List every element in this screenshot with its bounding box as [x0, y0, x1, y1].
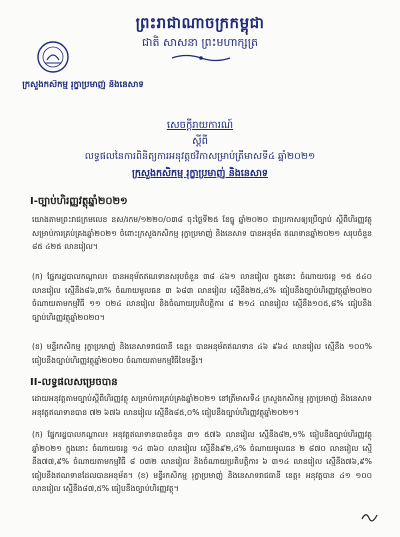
- signature-mark-icon: [360, 509, 380, 523]
- report-subject-label: ស្តីពី: [192, 136, 208, 147]
- report-ministry: ក្រសួងកសិកម្ម រុក្ខាប្រមាញ់ និងនេសាទ: [132, 168, 268, 179]
- paragraph-provincial-depts: (ខ) មន្ទីរកសិកម្ម រុក្ខាប្រមាញ់ និងនេសាទរាជធានី ខេត្ត៖ បានអនុម័តឥណទាន ៤៦ ៩៦៤ លានរៀល ស្មើនឹង ១០០% ធៀបនឹងច្បាប់ហិរញ្ញវត្ថុឆ្នាំ២០២០ ចំណាយតាមកម្មវិធីនៃមន្ទីរ។: [32, 342, 372, 365]
- kingdom-heading: ព្រះរាជាណាចក្រកម្ពុជា: [135, 14, 265, 32]
- section-heading-budget-law: I-ច្បាប់ហិរញ្ញវត្ថុឆ្នាំ២០២១: [30, 196, 128, 207]
- flourish-divider-icon: [170, 53, 232, 63]
- paragraph-results-summary: ដោយអនុវត្តតាមច្បាប់ស្តីពីហិរញ្ញវត្ថុ សម្រាប់ការគ្រប់គ្រងឆ្នាំ២០២១ នៅត្រីមាសទី៤ ក្រសួងកសិកម្ម រុក្ខាប្រមាញ់ និងនេសាទ អនុវត្តឥណទានបាន ៧២ ៦៧៦ លានរៀល ស្មើនឹង៨៥,០% ធៀបនឹងច្បាប់ហិរញ្ញវត្ថុឆ្នាំ២០២១។: [32, 394, 372, 417]
- section-heading-results: II-លទ្ធផលសម្រេចបាន: [30, 377, 118, 388]
- paragraph-budget-law: យោងតាមព្រះរាជក្រមលេខ នស/រកម/១២២០/០៣៨ ចុះថ្ងៃទី២៥ ខែធ្នូ ឆ្នាំ២០២០ ជាប្រកាសឲ្យប្រើច្បាប់ ស្តីពីហិរញ្ញវត្ថុសម្រាប់ការគ្រប់គ្រងឆ្នាំ២០២១ ចំពោះក្រសួងកសិកម្ម រុក្ខាប្រមាញ់ និងនេសាទ បានអនុម័ត ឥណទានឆ្នាំ២០២១ សរុបចំនួន ៨៥ ៤២៥ លានរៀល។: [32, 215, 372, 251]
- paragraph-results-detail: (ក) ផ្នែករដ្ឋបាលកណ្តាល៖ អនុវត្តឥណទានបានចំនួន ៣១ ៥៧៦ លានរៀល ស្មើនឹង៨២,១% ធៀបនឹងច្បាប់ហិរញ្ញវត្ថុឆ្នាំ២០២១ ក្នុងនោះ ចំណាយចរន្ត ១៤ ៣៦០ លានរៀល ស្មើនឹង៩២,៤% ចំណាយមូលធន ២ ៨៧០ លានរៀល ស្មើនឹង៧៧,៩% ចំណាយតាមកម្មវិធី ៨ ០៣២ លានរៀល និងចំណាយប្រតិបត្តិការ ៦ ៣១៤ លានរៀល ស្មើនឹង៧៦,៩% ធៀបនឹងឥណទានដែលបានអនុម័ត។ (ខ) មន្ទីរកសិកម្ម រុក្ខាប្រមាញ់ និងនេសាទរាជធានី ខេត្ត៖ អនុវត្តបាន ៤១ ១០០ លានរៀល ស្មើនឹង៨៧,៥% ធៀបនឹងច្បាប់ហិរញ្ញវត្ថុ។: [32, 430, 372, 493]
- national-motto: ជាតិ សាសនា ព្រះមហាក្សត្រ: [142, 36, 258, 49]
- paragraph-central-admin: (ក) ផ្នែករដ្ឋបាលកណ្តាល៖ បានអនុម័តឥណទានសរុបចំនួន ៣៨ ៤៦១ លានរៀល ក្នុងនោះ ចំណាយចរន្ត ១៥ ៥៤០ លានរៀល ស្មើនឹង៨៦,៣% ចំណាយមូលធន ៣ ៦៨៣ លានរៀល ស្មើនឹង២៥,៤% ធៀបនឹងច្បាប់ហិរញ្ញវត្ថុឆ្នាំ២០២០ ចំណាយតាមកម្មវិធី ១១ ០២៤ លានរៀល និងចំណាយប្រតិបត្តិការ ៨ ២១៤ លានរៀល ស្មើនឹង១០៥,៨% ធៀបនឹងច្បាប់ហិរញ្ញវត្ថុឆ្នាំ២០២០។: [32, 272, 372, 322]
- ministry-name: ក្រសួងកសិកម្ម រុក្ខាប្រមាញ់ និងនេសាទ: [22, 80, 144, 90]
- report-subject: លទ្ធផលនៃការពិនិត្យការអនុវត្តថវិកាសម្រាប់ត្រីមាសទី៤ ឆ្នាំ២០២១: [84, 151, 316, 162]
- ministry-seal-icon: [36, 40, 70, 74]
- report-title: សេចក្តីរាយការណ៍: [166, 120, 234, 131]
